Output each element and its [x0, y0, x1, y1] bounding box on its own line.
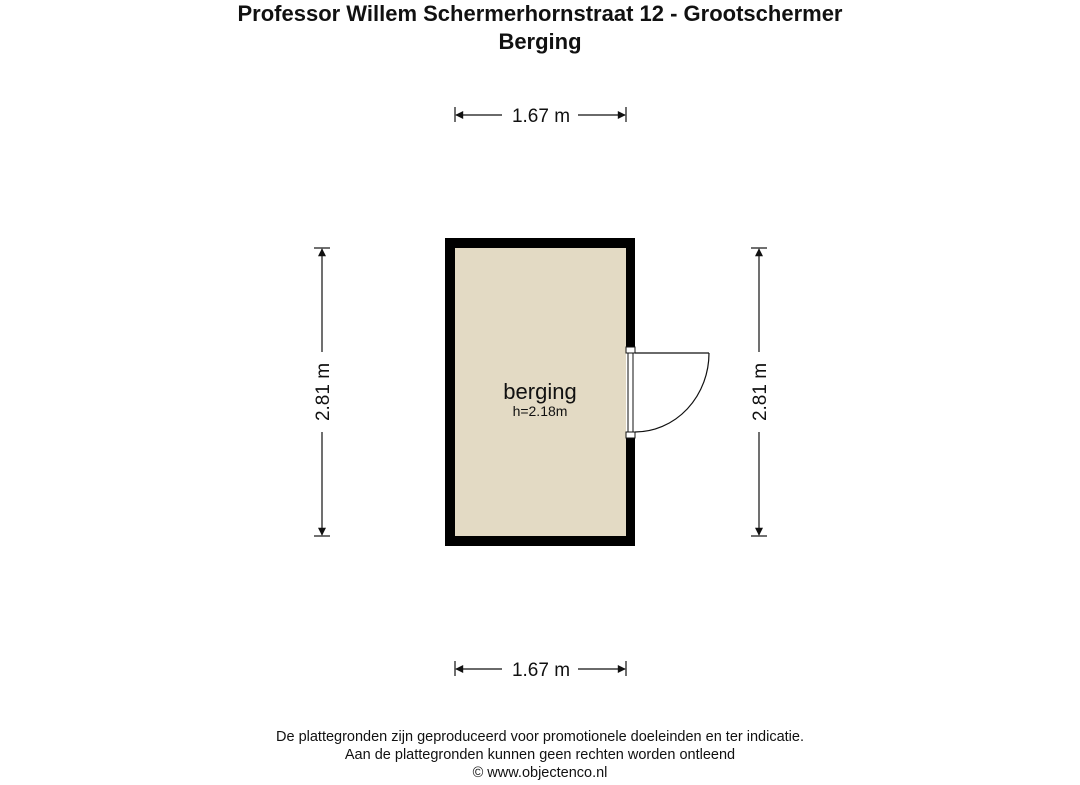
disclaimer-line-1: De plattegronden zijn geproduceerd voor promotionele doeleinden en ter indicatie. — [276, 729, 804, 745]
door-opening — [626, 347, 635, 438]
disclaimer-line-2: Aan de plattegronden kunnen geen rechten worden ontleend — [344, 747, 736, 763]
copyright-line: © www.objectenco.nl — [472, 765, 608, 781]
dimension-bottom-label: 1.67 m — [511, 660, 571, 681]
page-subtitle: Berging — [498, 29, 582, 54]
page-title: Professor Willem Schermerhornstraat 12 - Grootschermer — [237, 1, 843, 26]
dimension-right — [750, 248, 771, 536]
dimension-top-label: 1.67 m — [511, 106, 571, 127]
dimension-right-label: 2.81 m — [750, 362, 771, 422]
dimension-left-label: 2.81 m — [313, 362, 334, 422]
door-swing-arc — [635, 353, 709, 432]
door-jamb-top — [626, 347, 635, 353]
door-jamb-bottom — [626, 432, 635, 438]
room-height-label: h=2.18m — [512, 403, 568, 419]
room-name-label: berging — [503, 379, 577, 404]
dimension-top — [455, 106, 626, 127]
dimension-bottom — [455, 660, 626, 681]
dimension-left — [313, 248, 334, 536]
room-berging — [445, 238, 709, 546]
